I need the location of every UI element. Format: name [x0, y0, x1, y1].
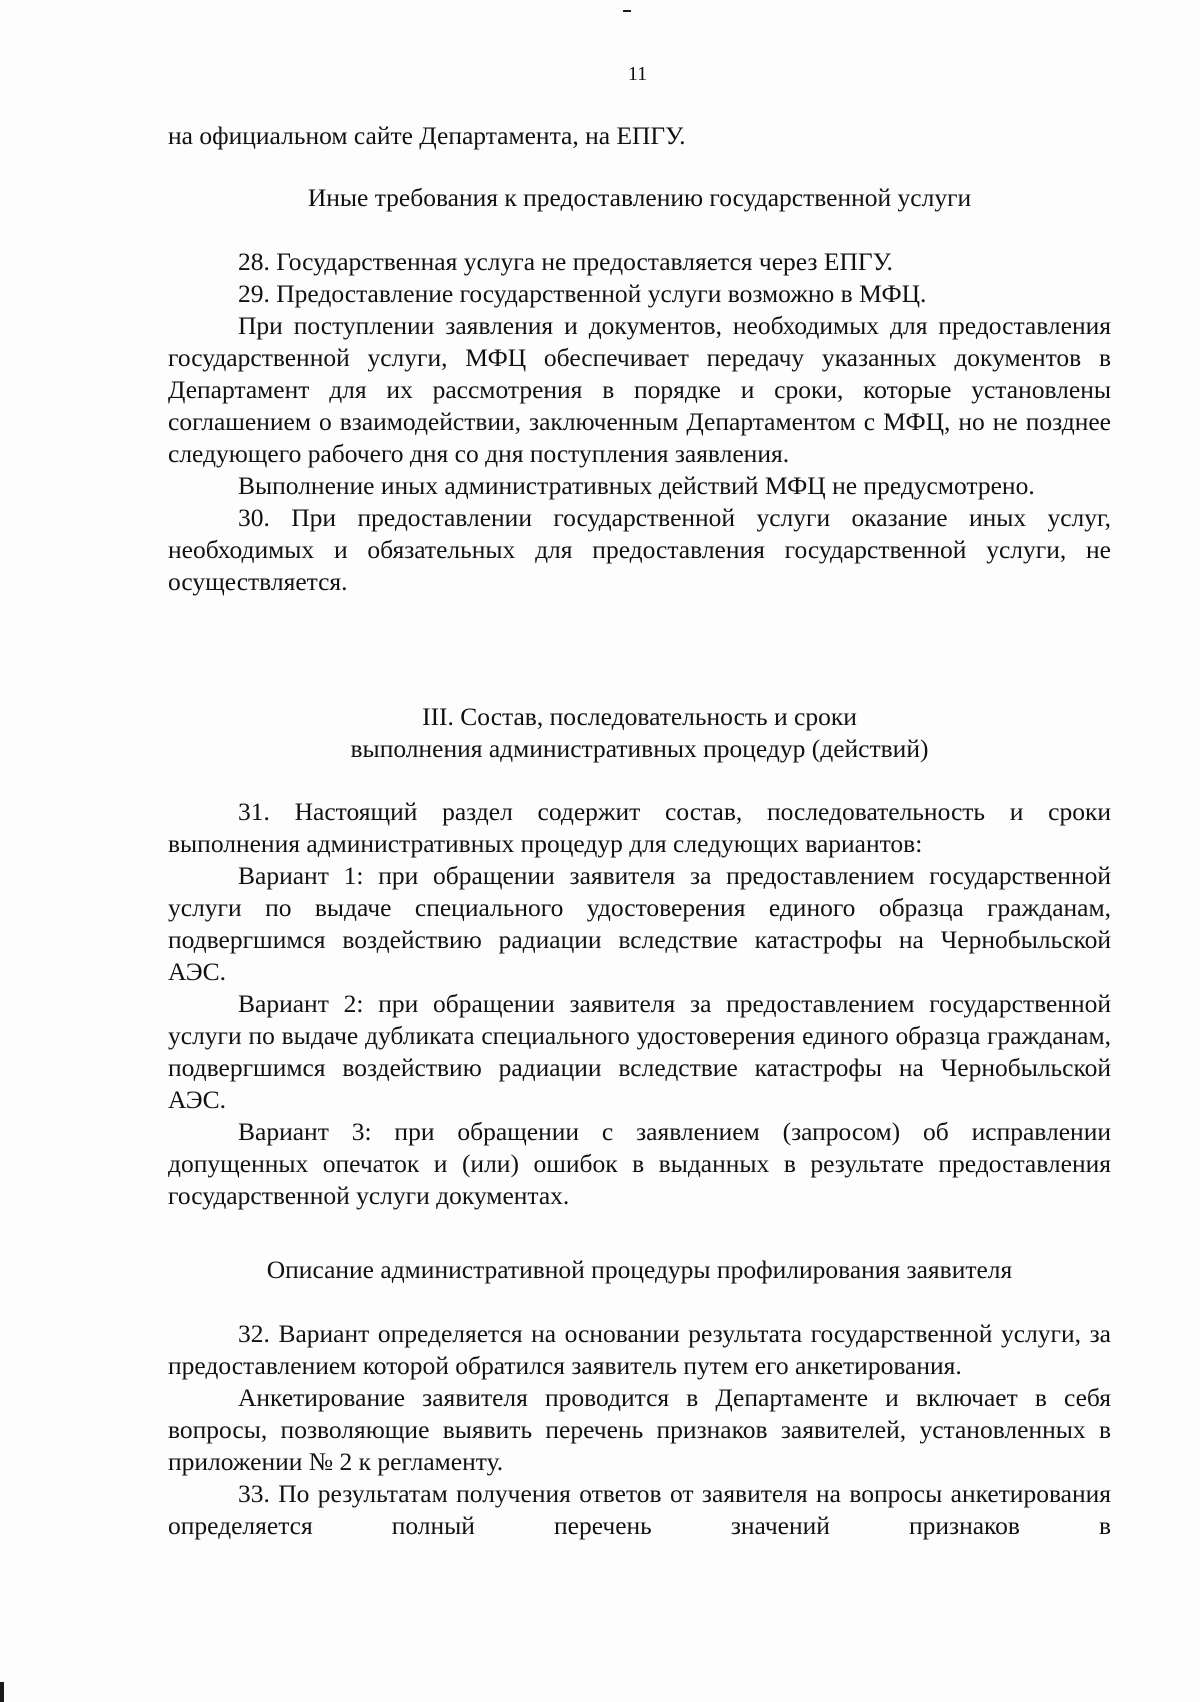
paragraph-32-b: Анкетирование заявителя проводится в Департаменте и включает в себя вопросы, позволяющие выявить перечень признаков заявителей, установленных в приложении № 2 к регламенту. [168, 1383, 1111, 1476]
section-32-33 [168, 1318, 1111, 1542]
paragraph-32: 32. Вариант определяется на основании результата государственной услуги, за предоставлением которой обратился заявитель путем его анкетирования. [168, 1319, 1111, 1380]
heading-profiling [168, 1254, 1111, 1286]
variant-3: Вариант 3: при обращении с заявлением (запросом) об исправлении допущенных опечаток и (или) ошибок в выданных в результате предоставления государственной услуги документах. [168, 1117, 1111, 1210]
paragraph-30: 30. При предоставлении государственной услуги оказание иных услуг, необходимых и обязательных для предоставления государственной услуги, не осуществляется. [168, 503, 1111, 596]
paragraph-31: 31. Настоящий раздел содержит состав, последовательность и сроки выполнения административных процедур для следующих вариантов: [168, 797, 1111, 858]
paragraph-29-a: При поступлении заявления и документов, необходимых для предоставления государственной услуги, МФЦ обеспечивает передачу указанных документов в Департамент для их рассмотрения в порядке и сроки, которые установлены соглашением о взаимодействии, заключенным Департаментом с МФЦ, но не позднее следующего рабочего дня со дня поступления заявления. [168, 311, 1111, 468]
section-3-heading [168, 701, 1111, 765]
variant-2: Вариант 2: при обращении заявителя за предоставлением государственной услуги по выдаче дубликата специального удостоверения единого образца гражданам, подвергшимся воздействию радиации вследствие катастрофы на Чернобыльской АЭС. [168, 989, 1111, 1114]
paragraph-33: 33. По результатам получения ответов от заявителя на вопросы анкетирования определяется полный перечень значений признаков в [168, 1479, 1111, 1540]
scan-artifact-top [623, 10, 631, 12]
intro-block [168, 120, 1111, 152]
section-3-heading-line2: выполнения административных процедур (действий) [350, 734, 929, 763]
paragraph-29-b: Выполнение иных административных действий МФЦ не предусмотрено. [238, 471, 1035, 500]
section-28-30 [168, 246, 1111, 598]
heading-profiling-text: Описание административной процедуры профилирования заявителя [266, 1255, 1013, 1284]
variant-1: Вариант 1: при обращении заявителя за предоставлением государственной услуги по выдаче специального удостоверения единого образца гражданам, подвергшимся воздействию радиации вследствие катастрофы на Чернобыльской АЭС. [168, 861, 1111, 986]
paragraph-29: 29. Предоставление государственной услуги возможно в МФЦ. [238, 279, 927, 308]
section-3-heading-line1: III. Состав, последовательность и сроки [422, 702, 857, 731]
page-number: 11 [627, 63, 648, 85]
intro-line: на официальном сайте Департамента, на ЕПГУ. [168, 121, 686, 150]
section-31 [168, 796, 1111, 1212]
heading-other-requirements [168, 182, 1111, 214]
paragraph-28: 28. Государственная услуга не предоставляется через ЕПГУ. [238, 247, 893, 276]
scan-artifact-bottom-left [0, 1682, 4, 1702]
heading-other-requirements-text: Иные требования к предоставлению государственной услуги [307, 183, 972, 212]
